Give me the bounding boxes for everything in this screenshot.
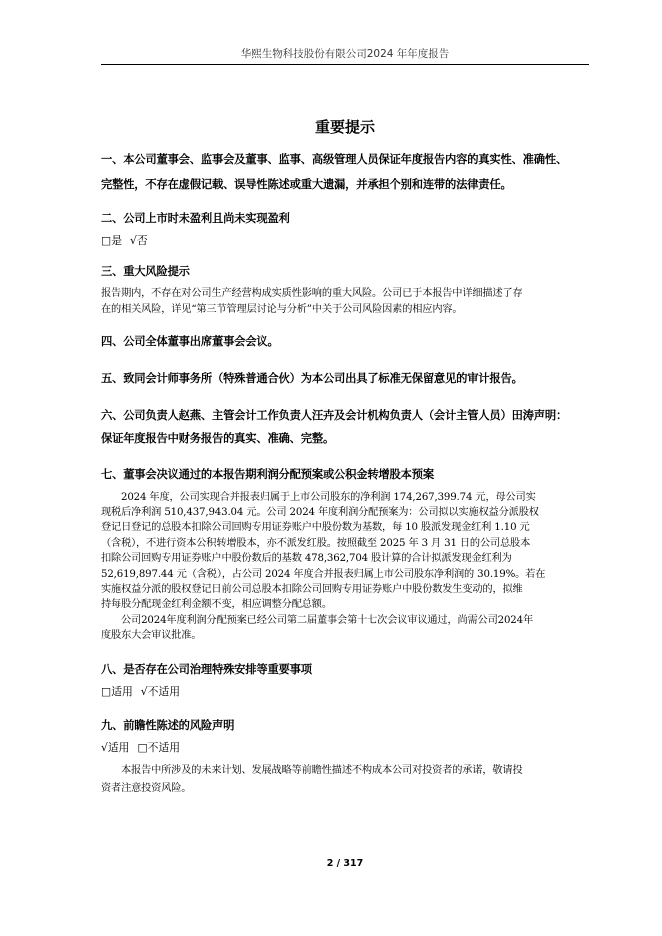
section-9-text-1: 本报告中所涉及的未来计划、发展战略等前瞻性描述不构成本公司对投资者的承诺，敬请投 bbox=[121, 765, 523, 776]
section-7-text-2: 现税后净利润 510,437,943.04 元。公司 2024 年度利润分配预案为：公司拟以实施权益分派股权 bbox=[101, 507, 539, 518]
section-2-heading: 二、公司上市时未盈利且尚未实现盈利 bbox=[101, 212, 290, 225]
checkbox-not-applicable: √不适用 bbox=[140, 685, 181, 698]
section-9-heading: 九、前瞻性陈述的风险声明 bbox=[101, 719, 235, 732]
section-7-text-1: 2024 年度，公司实现合并报表归属于上市公司股东的净利润 174,267,399.74 元，母公司实 bbox=[121, 492, 536, 503]
section-5-heading: 五、致同会计师事务所（特殊普通合伙）为本公司出具了标准无保留意见的审计报告。 bbox=[101, 372, 523, 385]
checkbox-applicable: □适用 bbox=[101, 685, 133, 698]
section-7-heading: 七、董事会决议通过的本报告期利润分配预案或公积金转增股本预案 bbox=[101, 468, 434, 481]
report-header: 华熙生物科技股份有限公司2024 年年度报告 bbox=[240, 48, 450, 60]
section-7-text-8: 持每股分配现金红利金额不变，相应调整分配总额。 bbox=[101, 599, 332, 610]
section-8-heading: 八、是否存在公司治理特殊安排等重要事项 bbox=[101, 663, 312, 676]
checkbox-not-applicable: □不适用 bbox=[137, 741, 181, 754]
section-7-text-3: 登记日登记的总股本扣除公司回购专用证券账户中股份数为基数，每 10 股派发现金红利 1.10 元 bbox=[101, 522, 530, 533]
section-8-options bbox=[101, 684, 180, 699]
section-7-text-9: 公司2024年度利润分配预案已经公司第二届董事会第十七次会议审议通过，尚需公司2024年 bbox=[121, 615, 533, 626]
section-6-line-1: 六、公司负责人赵燕、主管会计工作负责人汪卉及会计机构负责人（会计主管人员）田涛声明： bbox=[101, 409, 568, 422]
section-7-text-7: 实施权益分派的股权登记日前公司总股本扣除公司回购专用证券账户中股份数发生变动的，拟维 bbox=[101, 584, 523, 595]
section-3-heading: 三、重大风险提示 bbox=[101, 265, 190, 278]
section-4-heading: 四、公司全体董事出席董事会会议。 bbox=[101, 335, 279, 348]
checkbox-yes: □是 bbox=[101, 234, 122, 247]
section-7-text-5: 扣除公司回购专用证券账户中股份数后的基数 478,362,704 股计算的合计拟派发现金红利为 bbox=[101, 553, 512, 564]
section-1-line-1: 一、本公司董事会、监事会及董事、监事、高级管理人员保证年度报告内容的真实性、准确性、 bbox=[101, 153, 568, 166]
section-3-text-1: 报告期内，不存在对公司生产经营构成实质性影响的重大风险。公司已于本报告中详细描述了存 bbox=[101, 288, 523, 299]
header-divider bbox=[101, 64, 589, 65]
checkbox-applicable: √适用 bbox=[101, 741, 130, 754]
section-3-text-2: 在的相关风险，详见“第三节管理层讨论与分析”中关于公司风险因素的相应内容。 bbox=[101, 304, 463, 315]
section-7-text-6: 52,619,897.44 元（含税），占公司 2024 年度合并报表归属上市公司股东净利润的 30.19%。若在 bbox=[101, 569, 546, 580]
checkbox-no: √否 bbox=[130, 234, 148, 247]
section-9-options bbox=[101, 740, 180, 755]
section-9-text-2: 资者注意投资风险。 bbox=[101, 783, 192, 794]
page-number: 2 / 317 bbox=[326, 858, 364, 869]
section-7-text-4: （含税），不进行资本公积转增股本，亦不派发红股。按照截至 2025 年 3 月 31 日的公司总股本 bbox=[101, 538, 531, 549]
section-1-line-2: 完整性，不存在虚假记载、误导性陈述或重大遗漏，并承担个别和连带的法律责任。 bbox=[101, 178, 512, 191]
section-6-line-2: 保证年度报告中财务报告的真实、准确、完整。 bbox=[101, 432, 335, 445]
page-title: 重要提示 bbox=[314, 118, 375, 136]
section-7-text-10: 度股东大会审议批准。 bbox=[101, 630, 202, 641]
section-2-options bbox=[101, 233, 148, 248]
